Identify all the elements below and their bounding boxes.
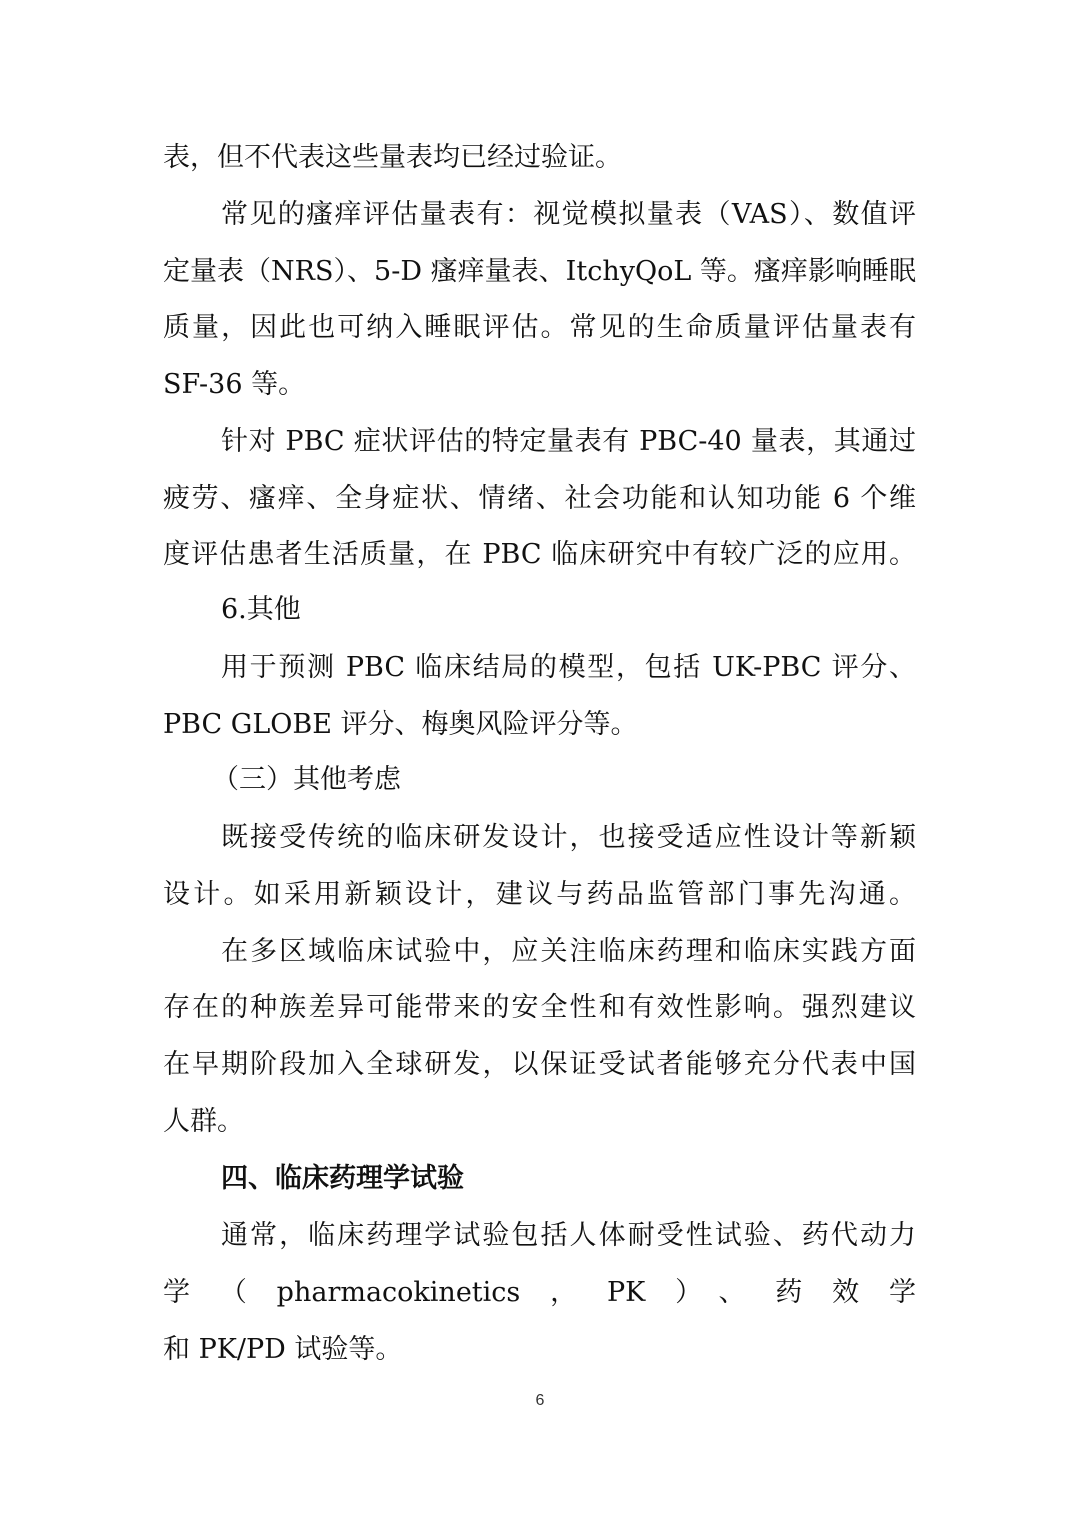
body-text-line: 疲劳、瘙痒、全身症状、情绪、社会功能和认知功能 6 个维: [163, 483, 916, 514]
body-text-line: 人群。: [163, 1106, 244, 1137]
chapter-heading: 四、临床药理学试验: [221, 1163, 464, 1194]
body-text-line: PBC GLOBE 评分、梅奥风险评分等。: [163, 709, 638, 740]
body-text-line: 常见的瘙痒评估量表有：视觉模拟量表（VAS）、数值评: [221, 199, 916, 230]
subsection-heading: 6.其他: [221, 594, 301, 625]
body-text-line: 学（pharmacokinetics，PK）、药效学: [163, 1277, 916, 1308]
body-text-line: 表，但不代表这些量表均已经过验证。: [163, 142, 622, 173]
body-text-line: 在早期阶段加入全球研发，以保证受试者能够充分代表中国: [163, 1049, 916, 1080]
body-text-line: 通常，临床药理学试验包括人体耐受性试验、药代动力: [221, 1220, 916, 1251]
body-text-line: 在多区域临床试验中，应关注临床药理和临床实践方面: [221, 936, 916, 967]
body-text-line: 设计。如采用新颖设计，建议与药品监管部门事先沟通。: [163, 879, 916, 910]
body-text-line: 存在的种族差异可能带来的安全性和有效性影响。强烈建议: [163, 992, 916, 1023]
body-text-line: 度评估患者生活质量，在 PBC 临床研究中有较广泛的应用。: [163, 539, 916, 570]
body-text-line: SF-36 等。: [163, 369, 306, 400]
body-text-line: 用于预测 PBC 临床结局的模型，包括 UK-PBC 评分、: [221, 652, 916, 683]
page-number: 6: [535, 1392, 545, 1409]
body-text-line: 既接受传统的临床研发设计，也接受适应性设计等新颖: [221, 822, 916, 853]
body-text-line: 和 PK/PD 试验等。: [163, 1334, 403, 1365]
section-heading: （三）其他考虑: [212, 764, 401, 795]
body-text-line: 定量表（NRS）、5-D 瘙痒量表、ItchyQoL 等。瘙痒影响睡眠: [163, 256, 916, 287]
body-text-line: 质量，因此也可纳入睡眠评估。常见的生命质量评估量表有: [163, 312, 916, 343]
body-text-line: 针对 PBC 症状评估的特定量表有 PBC-40 量表，其通过: [221, 426, 916, 457]
